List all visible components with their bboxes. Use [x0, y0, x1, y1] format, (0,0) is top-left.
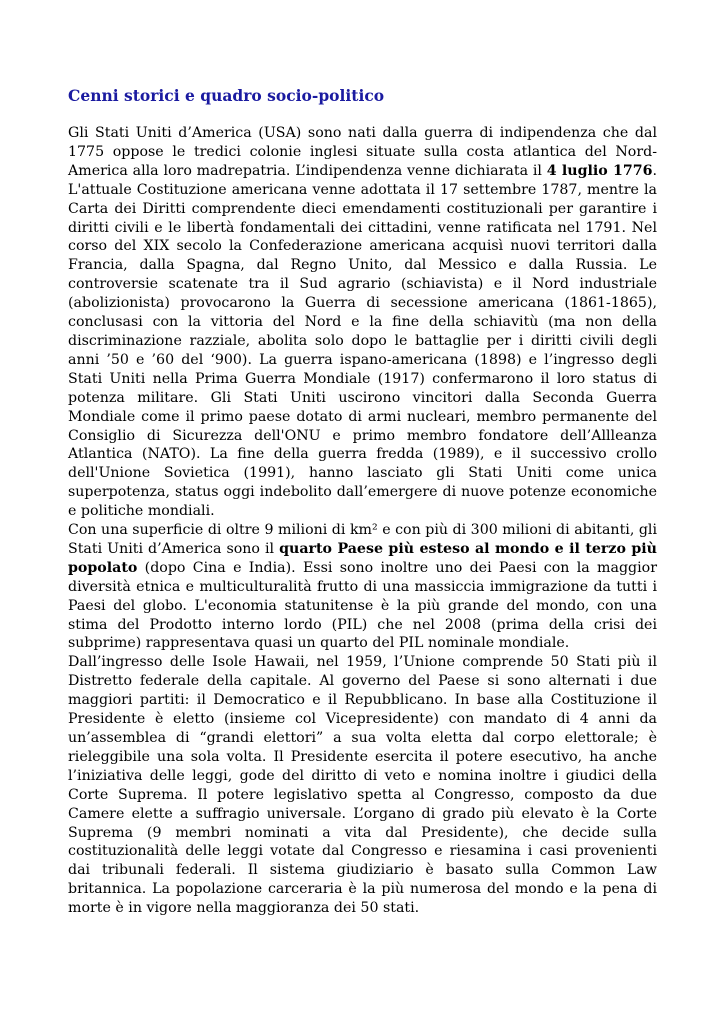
- paragraph-history: [68, 124, 657, 521]
- paragraph-geography-text-a: Con una superficie di oltre 9 milioni di km² e con più di 300 milioni di abitanti, gli Stati Uniti d’America sono il: [68, 522, 657, 557]
- paragraph-geography-text-b: (dopo Cina e India). Essi sono inoltre uno dei Paesi con la maggior diversità etnica e multiculturalità frutto di una massiccia immigrazione da tutti i Paesi del globo. L'economia statunitense è la più grande del mondo, con una stima del Prodotto interno lordo (PIL) che nel 2008 (prima della crisi dei subprime) rappresentava quasi un quarto del PIL nominale mondiale.: [68, 559, 657, 652]
- document-page: [68, 0, 657, 1024]
- paragraph-history-text-b: . L'attuale Costituzione americana venne adottata il 17 settembre 1787, mentre la Carta dei Diritti comprendente dieci emendamenti costituzionali per garantire i diritti civili e le libertà fondamentali dei cittadini, venne ratificata nel 1791. Nel corso del XIX secolo la Confederazione americana acquisì nuovi territori dalla Francia, dalla Spagna, dal Regno Unito, dal Messico e dalla Russia. Le controversie scatenate tra il Sud agrario (schiavista) e il Nord industriale (abolizionista) provocarono la Guerra di secessione americana (1861-1865), conclusasi con la vittoria del Nord e la fine della schiavitù (ma non della discriminazione razziale, abolita solo dopo le battaglie per i diritti civili degli anni ’50 e ’60 del ‘900). La guerra ispano-americana (1898) e l’ingresso degli Stati Uniti nella Prima Guerra Mondiale (1917) confermarono il loro status di potenza militare. Gli Stati Uniti uscirono vincitori dalla Seconda Guerra Mondiale come il primo paese dotato di armi nucleari, membro permanente del Consiglio di Sicurezza dell'ONU e primo membro fondatore dell’Allleanza Atlantica (NATO). La fine della guerra fredda (1989), e il successivo crollo dell'Unione Sovietica (1991), hanno lasciato gli Stati Uniti come unica superpotenza, status oggi indebolito dall’emergere di nuove potenze economiche e politiche mondiali.: [68, 162, 657, 520]
- paragraph-geography: [68, 521, 657, 653]
- independence-date: 4 luglio 1776: [546, 162, 653, 179]
- document-body: [68, 124, 657, 918]
- paragraph-history-text-a: Gli Stati Uniti d’America (USA) sono nati dalla guerra di indipendenza che dal 1775 oppose le tredici colonie inglesi situate sulla costa atlantica del Nord-America alla loro madrepatria. L’indipendenza venne dichiarata il: [68, 125, 657, 179]
- section-title: Cenni storici e quadro socio-politico: [68, 86, 385, 105]
- paragraph-politics: Dall’ingresso delle Isole Hawaii, nel 1959, l’Unione comprende 50 Stati più il Distretto federale della capitale. Al governo del Paese si sono alternati i due maggiori partiti: il Democratico e il Repubblicano. In base alla Costituzione il Presidente è eletto (insieme col Vicepresidente) con mandato di 4 anni da un’assemblea di “grandi elettori” a sua volta eletta dal corpo elettorale; è rieleggibile una sola volta. Il Presidente esercita il potere esecutivo, ha anche l’iniziativa delle leggi, gode del diritto di veto e nomina inoltre i giudici della Corte Suprema. Il potere legislativo spetta al Congresso, composto da due Camere elette a suffragio universale. L’organo di grado più elevato è la Corte Suprema (9 membri nominati a vita dal Presidente), che decide sulla costituzionalità delle leggi votate dal Congresso e riesamina i casi provenienti dai tribunali federali. Il sistema giudiziario è basato sulla Common Law britannica. La popolazione carceraria è la più numerosa del mondo e la pena di morte è in vigore nella maggioranza dei 50 stati.: [68, 654, 657, 917]
- size-population-highlight: quarto Paese più esteso al mondo e il terzo più popolato: [68, 540, 657, 576]
